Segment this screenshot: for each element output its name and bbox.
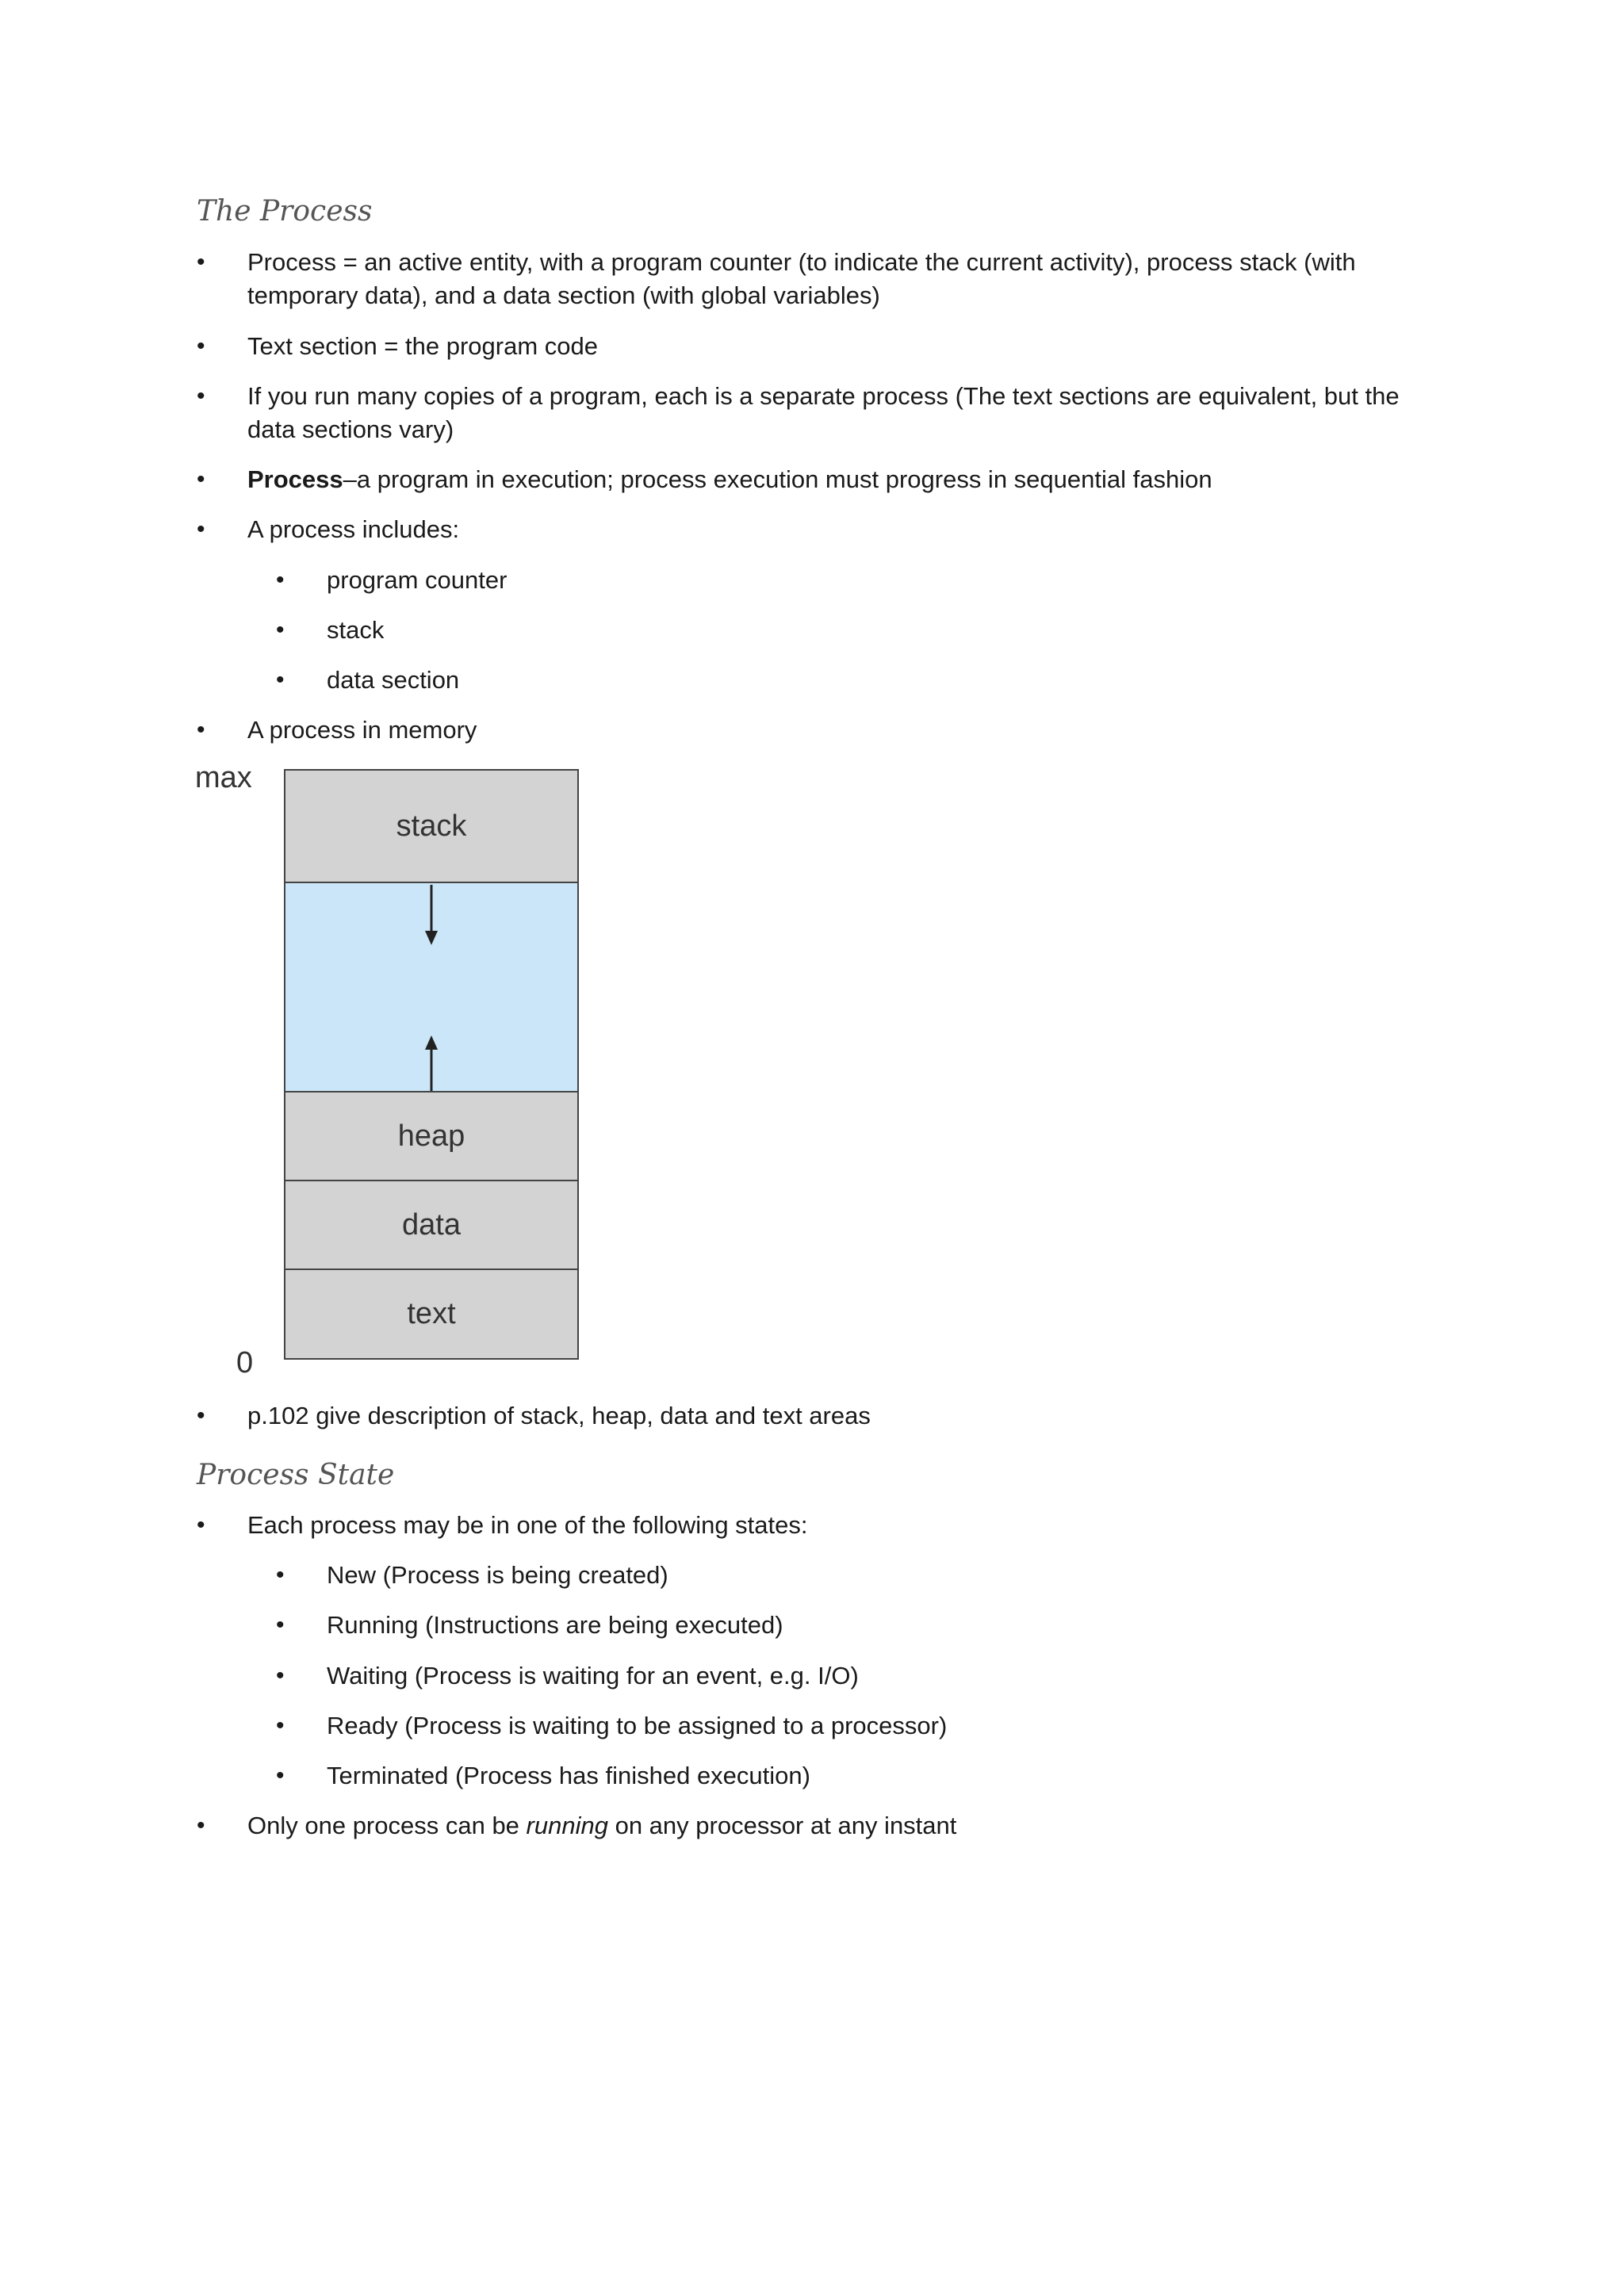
arrow-up-icon (425, 1035, 438, 1091)
bullet-icon: • (197, 1402, 205, 1429)
bullet-icon: • (276, 667, 285, 693)
bullet-icon: • (197, 1512, 205, 1538)
bullet-icon: • (276, 1663, 285, 1689)
process-memory-diagram (195, 761, 592, 1380)
bullet-text: Each process may be in one of the following states: (247, 1511, 808, 1539)
bullet-text: A process includes: (247, 515, 460, 543)
process-definition: –a program in execution; process execution must progress in sequential fashion (343, 465, 1212, 493)
list-item (197, 463, 1434, 496)
process-term: Process (247, 465, 343, 493)
list-item (197, 1809, 1434, 1843)
bullet-text: Process = an active entity, with a program counter (to indicate the current activity), process stack (with temporary data), and a data section (with global variables) (247, 248, 1356, 309)
bullet-text: Text section = the program code (247, 332, 598, 360)
bullet-text: If you run many copies of a program, each is a separate process (The text sections are equivalent, but the data sections vary) (247, 382, 1400, 443)
bullet-icon: • (197, 249, 205, 275)
bullet-text: data section (327, 666, 460, 694)
bullet-icon: • (197, 516, 205, 542)
sub-list-item (276, 1709, 1434, 1743)
bullet-text: Ready (Process is waiting to be assigned to a processor) (327, 1712, 948, 1739)
bullet-icon: • (276, 1612, 285, 1638)
final-text-after: on any processor at any instant (607, 1812, 957, 1839)
sub-list-item (276, 1659, 1434, 1693)
bullet-text: Running (Instructions are being executed) (327, 1611, 783, 1639)
sub-list-item (276, 664, 1434, 697)
sub-list-item (276, 1609, 1434, 1642)
bullet-icon: • (276, 1562, 285, 1588)
bullet-text: Waiting (Process is waiting for an event, e.g. I/O) (327, 1662, 859, 1689)
running-term: running (526, 1812, 608, 1839)
list-item (197, 330, 1434, 363)
growth-arrows (284, 761, 579, 1110)
text-segment: text (284, 1270, 579, 1360)
bullet-icon: • (197, 717, 205, 743)
section-heading-process-state: Process State (197, 1459, 395, 1491)
max-address-label: max (195, 761, 252, 794)
bullet-icon: • (276, 617, 285, 643)
bullet-text: New (Process is being created) (327, 1561, 668, 1589)
list-item (197, 714, 1434, 747)
heap-segment: heap (284, 1093, 579, 1181)
zero-address-label: 0 (236, 1346, 254, 1380)
bullet-icon: • (197, 466, 205, 492)
bullet-text: Terminated (Process has finished execution) (327, 1762, 810, 1789)
bullet-icon: • (197, 383, 205, 409)
bullet-icon: • (276, 1712, 285, 1739)
bullet-text: A process in memory (247, 716, 477, 744)
bullet-icon: • (276, 567, 285, 593)
section-heading-the-process: The Process (197, 195, 373, 228)
bullet-text: p.102 give description of stack, heap, data and text areas (247, 1402, 871, 1429)
bullet-text: program counter (327, 566, 508, 594)
list-item (197, 513, 1434, 546)
stack-segment: stack (284, 769, 579, 883)
bullet-icon: • (197, 333, 205, 359)
list-item (197, 1509, 1434, 1542)
list-item (197, 380, 1434, 446)
sub-list-item (276, 1559, 1434, 1592)
final-text-before: Only one process can be (247, 1812, 527, 1839)
list-item (197, 1399, 1434, 1433)
list-item (197, 246, 1434, 312)
sub-list-item (276, 614, 1434, 647)
sub-list-item (276, 1759, 1434, 1793)
bullet-text: stack (327, 616, 385, 644)
bullet-text (247, 463, 1434, 496)
arrow-down-icon (425, 885, 438, 945)
bullet-text (247, 1809, 1434, 1843)
bullet-icon: • (276, 1762, 285, 1789)
bullet-icon: • (197, 1812, 205, 1839)
data-segment: data (284, 1181, 579, 1270)
sub-list-item (276, 564, 1434, 597)
